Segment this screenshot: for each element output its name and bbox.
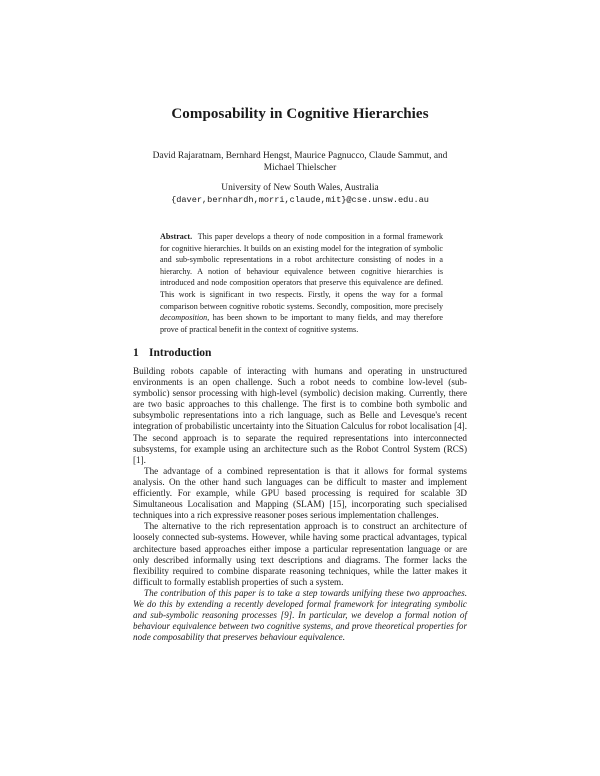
section-title: Introduction: [149, 347, 212, 359]
author-emails: {daver,bernhardh,morri,claude,mit}@cse.unsw.edu.au: [171, 195, 429, 205]
authors-line: Michael Thielscher: [263, 163, 337, 173]
affiliation-block: [100, 182, 500, 206]
paragraph: The contribution of this paper is to take a step towards unifying these two approaches. We do this by extending a recently developed formal framework for integrating symbolic and sub-symbolic reasoning processes [9]. In particular, we develop a formal notion of behaviour equivalence between two cognitive systems, and prove theoretical properties for node composability that preserves behaviour equivalence.: [133, 587, 467, 643]
paragraph: The alternative to the rich representation approach is to construct an architecture of loosely connected sub-systems. However, while having some practical advantages, typical architecture based approaches either impose a particular representation language or are only described informally using text descriptions and diagrams. The former lacks the flexibility required to combine disparate reasoning techniques, while the latter makes it difficult to formally establish properties of such a system.: [133, 521, 467, 587]
paper-title: Composability in Cognitive Hierarchies: [171, 106, 429, 122]
authors-line: David Rajaratnam, Bernhard Hengst, Maurice Pagnucco, Claude Sammut, and: [152, 151, 448, 161]
abstract: [160, 231, 443, 335]
section-body: [133, 366, 467, 643]
paragraph: Building robots capable of interacting with humans and operating in unstructured environments is an open challenge. Such a robot needs to combine low-level (sub-symbolic) sensor processing with high-level (symbolic) decision making. Currently, there are two basic approaches to this challenge. The first is to combine both symbolic and subsymbolic representations into a rich language, such as Belle and Levesque's recent integration of probabilistic uncertainty into the Situation Calculus for robot localisation [4]. The second approach is to separate the required representations into interconnected subsystems, for example using an architecture such as the Robot Control System (RCS) [1].: [133, 366, 468, 465]
abstract-text: This paper develops a theory of node composition in a formal framework for cognitive hierarchies. It builds on an existing model for the integration of symbolic and sub-symbolic representations in a robot architecture consisting of nodes in a hierarchy. A notion of behaviour equivalence between cognitive hierarchies is introduced and node composition operators that preserve this equivalence are defined. This work is significant in two respects. Firstly, it opens the way for a formal comparison between cognitive robotic systems. Secondly, composition, more precisely decomposition, has been shown to be important to many fields, and may therefore prove of practical benefit in the context of cognitive systems.: [160, 232, 444, 334]
affiliation: University of New South Wales, Australia: [221, 183, 379, 193]
author-list: [100, 150, 500, 174]
section-heading: [133, 347, 211, 359]
abstract-emphasis: decomposition: [160, 313, 208, 323]
abstract-label: Abstract.: [160, 232, 193, 241]
section-number: 1: [133, 347, 139, 359]
paragraph: The advantage of a combined representation is that it allows for formal systems analysis. On the other hand such languages can be difficult to master and implement efficiently. For example, while GPU based processing is required for scalable 3D Simultaneous Localisation and Mapping (SLAM) [15], incorporating such specialised techniques into a rich expressive reasoner poses serious implementation challenges.: [133, 465, 467, 521]
